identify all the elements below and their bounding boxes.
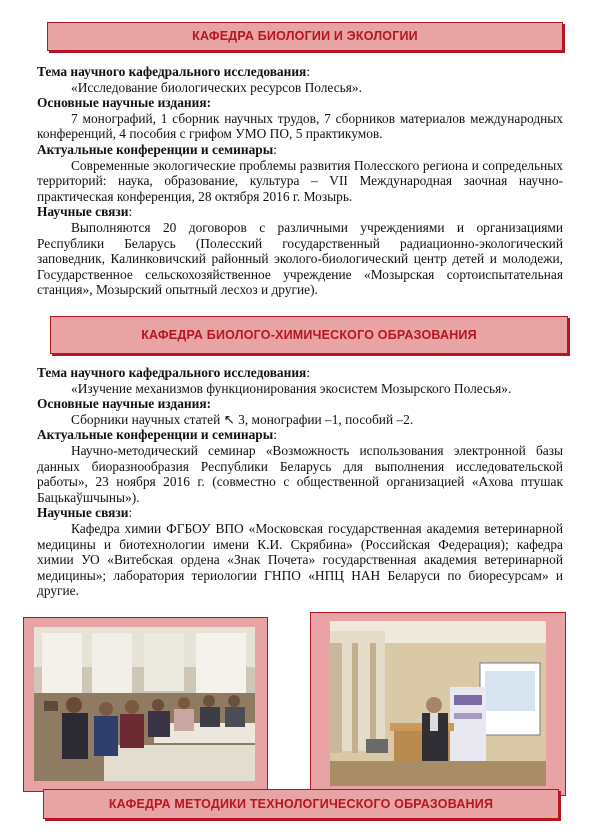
publications-heading: Основные научные издания: [37, 95, 212, 111]
publications-text: Сборники научных статей ↖ 3, монографии –1, пособий –2. [71, 411, 414, 427]
section-title: КАФЕДРА БИОЛОГИИ И ЭКОЛОГИИ [192, 29, 418, 43]
links-text: Кафедра химии ФГБОУ ВПО «Московская государственная академия ветеринарной медицины и биотехнологии имени К.И. Скрябина» (Российская Федерация); кафедра химии УО «Витебская ордена «Знак Почета» государственная академия ветеринарной медицины»; лаборатория териологии ГНПО «НПЦ НАН Беларуси по биоресурсам» и другие. [37, 520, 563, 599]
links-text: Выполняются 20 договоров с различными учреждениями и организациями Республики Беларусь (Полесский государственный радиационно-экологический заповедник, Калинковичский районный эколого-биологический центр детей и молодежи, Государственное сельскохозяйственное учреждение «Мозырская сортоиспытательная станция», Мозырский опытный лесхоз и другие). [37, 219, 563, 298]
conferences-text: Современные экологические проблемы развития Полесского региона и сопредельных территорий: наука, образование, культура – VII Международная заочная научно-практическая конференция, 28 октября 2016 г. Мозырь. [37, 157, 563, 204]
publications-text: 7 монографий, 1 сборник научных трудов, 7 сборников материалов международных конференций, 4 пособия с грифом УМО ПО, 5 практикумов. [37, 110, 563, 142]
section-biology-ecology [37, 64, 563, 298]
conferences-heading: Актуальные конференции и семинары: [37, 427, 277, 443]
research-text: «Изучение механизмов функционирования экосистем Мозырского Полесья». [71, 380, 512, 396]
conferences-text: Научно-методический семинар «Возможность использования электронной базы данных биоразнообразия Республики Беларусь для выполнения исследовательской работы», 23 ноября 2016 г. (совместно с общественной организацией «Ахова птушак Бацькаўшчыны»). [37, 442, 563, 505]
research-text: «Исследование биологических ресурсов Полесья». [71, 79, 362, 95]
section-banner-biology-ecology [47, 22, 563, 51]
section-bio-chem [37, 365, 563, 599]
research-heading: Тема научного кафедрального исследования: [37, 64, 311, 79]
conferences-heading: Актуальные конференции и семинары: [37, 141, 277, 157]
section-title: КАФЕДРА МЕТОДИКИ ТЕХНОЛОГИЧЕСКОГО ОБРАЗОВАНИЯ [108, 797, 494, 811]
research-heading: Тема научного кафедрального исследования: [37, 365, 311, 380]
speaker-at-podium-photo [330, 621, 546, 786]
links-heading: Научные связи: [37, 505, 133, 521]
section-banner-bio-chem [50, 316, 568, 354]
links-heading: Научные связи: [37, 204, 133, 220]
conference-audience-photo [34, 627, 255, 781]
publications-heading: Основные научные издания: [37, 396, 212, 412]
section-banner-tech-methodology [43, 789, 559, 819]
section-title: КАФЕДРА БИОЛОГО-ХИМИЧЕСКОГО ОБРАЗОВАНИЯ [141, 328, 477, 342]
